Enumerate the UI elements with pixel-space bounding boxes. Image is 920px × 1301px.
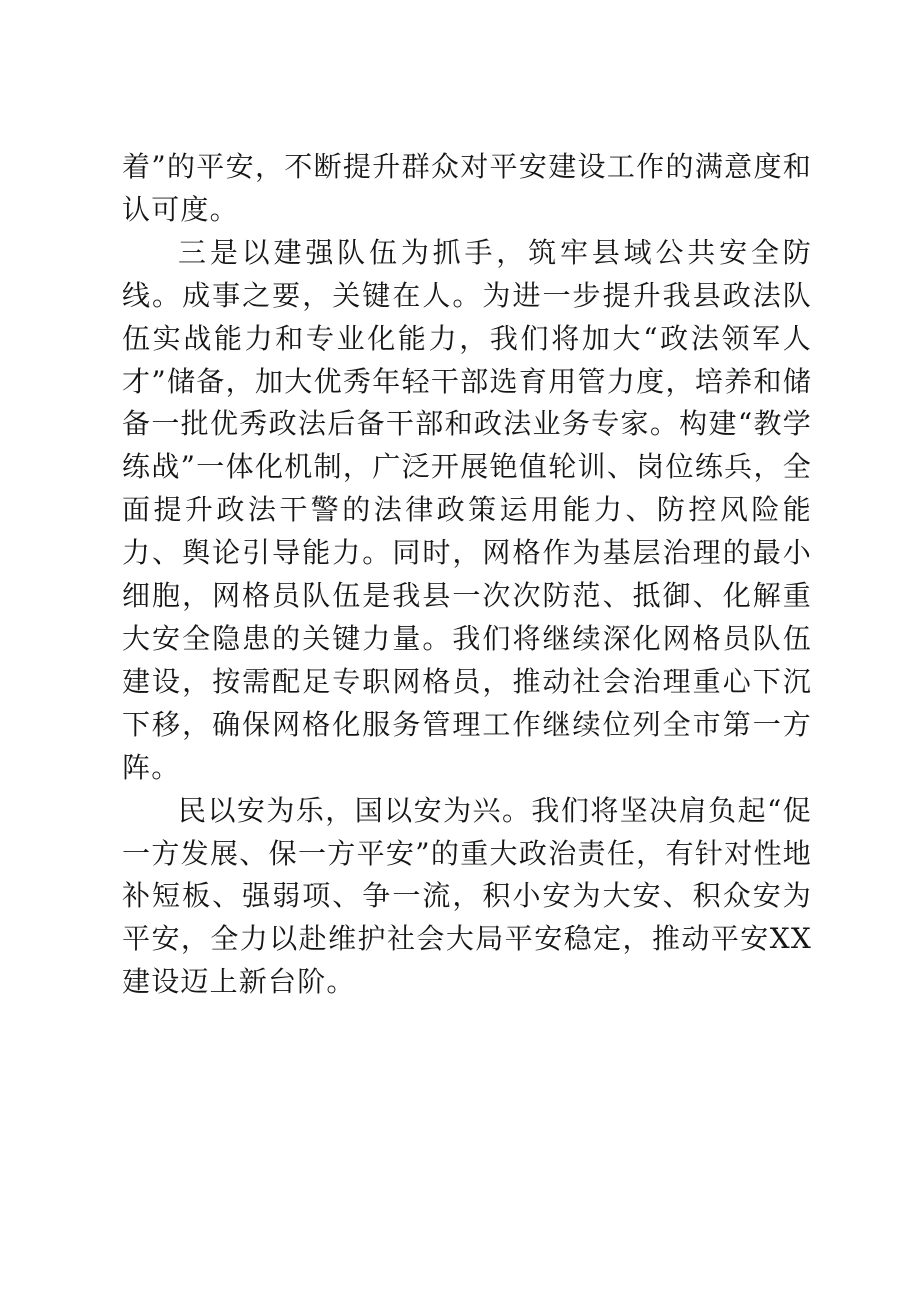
document-body bbox=[122, 146, 812, 1004]
paragraph-continuation: 着”的平安，不断提升群众对平安建设工作的满意度和认可度。 bbox=[122, 150, 812, 226]
paragraph-conclusion: 民以安为乐，国以安为兴。我们将坚决肩负起“促一方发展、保一方平安”的重大政治责任，有针对性地补短板、强弱项、争一流，积小安为大安、积众安为平安，全力以赴维护社会大局平安稳定，推动平安XX建设迈上新台阶。 bbox=[122, 793, 812, 999]
paragraph-team-building: 三是以建强队伍为抓手，筑牢县域公共安全防线。成事之要，关键在人。为进一步提升我县政法队伍实战能力和专业化能力，我们将加大“政法领军人才”储备，加大优秀年轻干部选育用管力度，培养和储备一批优秀政法后备干部和政法业务专家。构建“教学练战”一体化机制，广泛开展铯值轮训、岗位练兵，全面提升政法干警的法律政策运用能力、防控风险能力、舆论引导能力。同时，网格作为基层治理的最小细胞，网格员队伍是我县一次次防范、抵御、化解重大安全隐患的关键力量。我们将继续深化网格员队伍建设，按需配足专职网格员，推动社会治理重心下沉下移，确保网格化服务管理工作继续位列全市第一方阵。 bbox=[122, 235, 812, 784]
